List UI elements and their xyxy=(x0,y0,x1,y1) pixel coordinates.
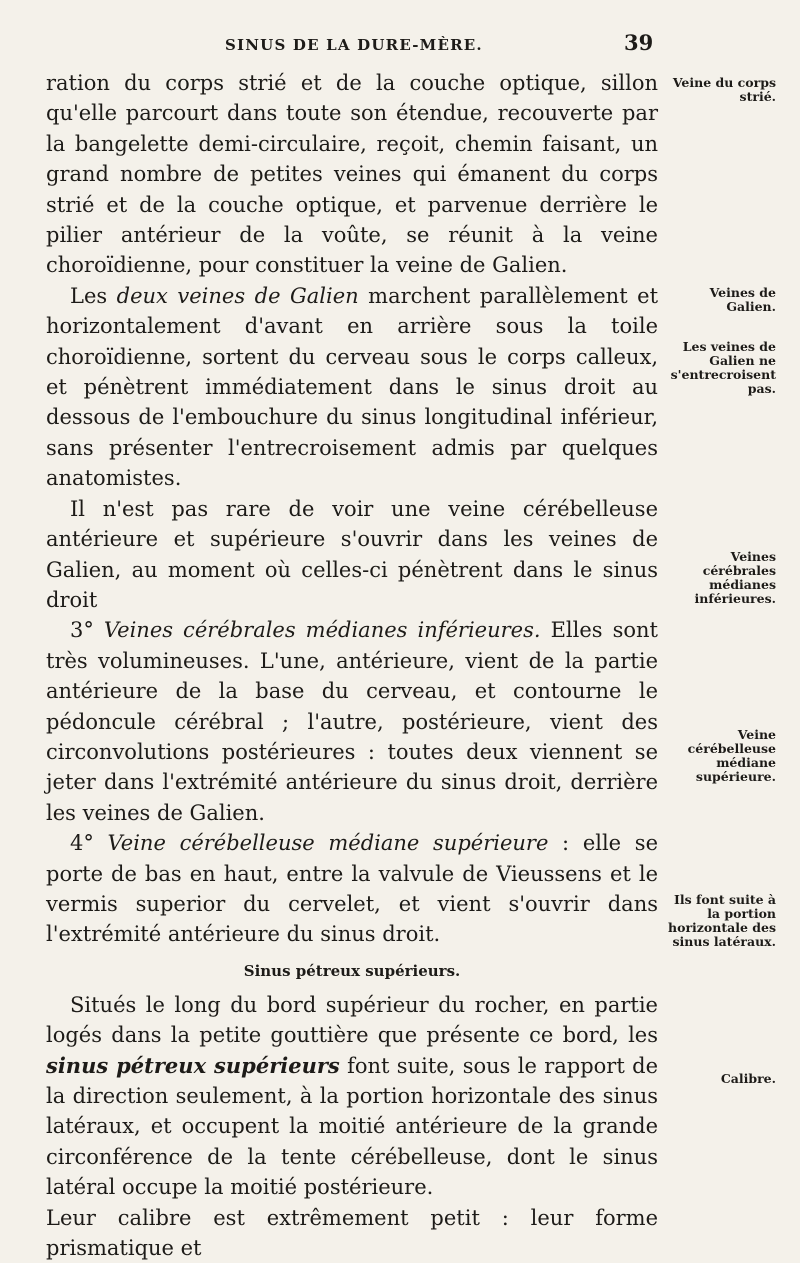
p5-rest: : elle se porte de bas en haut, entre la valvule de Vieussens et le vermis superior du cervelet, et vient s'ouvrir dans l'extrémité antérieure du sinus droit. xyxy=(46,831,658,947)
paragraph-7: Leur calibre est extrêmement petit : leur forme prismatique et xyxy=(46,1205,658,1261)
p6-emphasis: sinus pétreux supérieurs xyxy=(46,1052,340,1078)
paragraph-4 xyxy=(46,615,658,828)
paragraph-2 xyxy=(46,281,658,494)
section-subheading: Sinus pétreux supérieurs. xyxy=(243,961,461,980)
margin-note-veine-cerebelleuse: Veine cérébelleuse médiane supérieure. xyxy=(687,727,776,784)
margin-note-calibre: Calibre. xyxy=(720,1071,776,1086)
p5-emphasis: Veine cérébelleuse médiane supérieure xyxy=(107,831,549,856)
p5-number: 4° xyxy=(70,831,108,856)
p2-rest: marchent parallèlement et horizontalement d'avant en arrière sous la toile choroïdienne, sortent du cerveau sous le corps calleux, et pénètrent immédiatement dans le sinus droit au dessous de l'embouchure du sinus longitudinal inférieur, sans présenter l'entrecroisement admis par quelques anatomistes. xyxy=(46,283,659,491)
p4-emphasis: Veines cérébrales médianes inférieures. xyxy=(103,618,541,643)
margin-note-font-suite: Ils font suite à la portion horizontale des sinus latéraux. xyxy=(668,892,776,949)
page-number: 39 xyxy=(624,30,654,55)
main-text xyxy=(46,68,658,1263)
p4-number: 3° xyxy=(70,618,104,643)
margin-note-veines-galien: Veines de Galien. xyxy=(709,285,776,314)
p2-emphasis: deux veines de Galien xyxy=(116,283,359,308)
margin-note-veine-corps-strie: Veine du corps strié. xyxy=(672,75,776,104)
paragraph-1: ration du corps strié et de la couche optique, sillon qu'elle parcourt dans toute son étendue, recouverte par la bangelette demi-circulaire, reçoit, chemin faisant, un grand nombre de petites veines qui émanent du corps strié et de la couche optique, et parvenue derrière le pilier antérieur de la voûte, se réunit à la veine choroïdienne, pour constituer la veine de Galien. xyxy=(46,71,658,278)
margin-note-veines-medianes: Veines cérébrales médianes inférieures. xyxy=(694,549,776,606)
p6-rest: font suite, sous le rapport de la direction seulement, à la portion horizontale des sinus latéraux, et occupent la moitié antérieure de la grande circonférence de la tente cérébelleuse, dont le sinus latéral occupe la moitié postérieure. xyxy=(46,1053,658,1200)
p4-rest: Elles sont très volumineuses. L'une, antérieure, vient de la partie antérieure de la base du cerveau, et contourne le pédoncule cérébral ; l'autre, postérieure, vient des circonvolutions postérieures : toutes deux viennent se jeter dans l'extrémité antérieure du sinus droit, derrière les veines de Galien. xyxy=(46,618,658,825)
paragraph-5 xyxy=(46,828,658,950)
p2-lead: Les xyxy=(70,283,117,308)
margin-note-entrecroisement: Les veines de Galien ne s'entrecroisent pas. xyxy=(670,339,776,396)
running-title: SINUS DE LA DURE-MÈRE. xyxy=(225,36,483,54)
p6-lead: Situés le long du bord supérieur du rocher, en partie logés dans la petite gouttière que présente ce bord, les xyxy=(46,992,658,1048)
paragraph-6 xyxy=(46,990,658,1203)
paragraph-3: Il n'est pas rare de voir une veine cérébelleuse antérieure et supérieure s'ouvrir dans les veines de Galien, au moment où celles-ci pénètrent dans le sinus droit xyxy=(46,496,658,612)
